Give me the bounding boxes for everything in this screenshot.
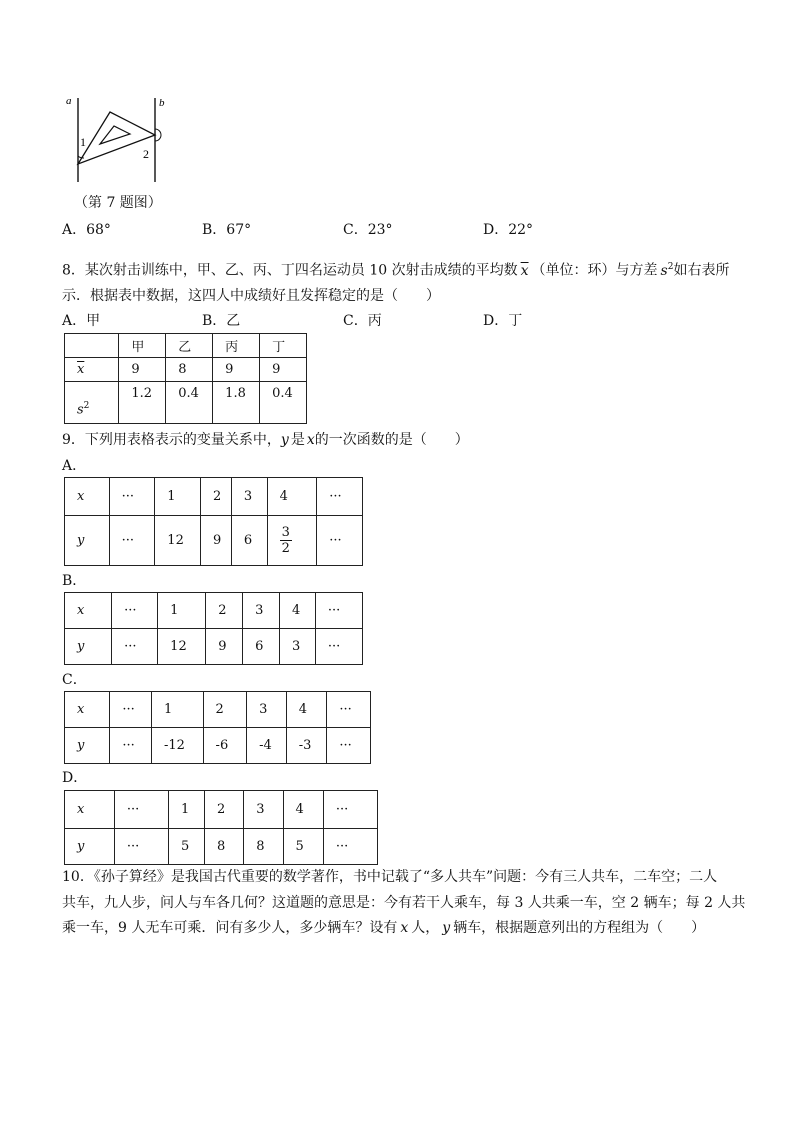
q8-option-d: D．丁 (483, 313, 523, 329)
question-7-figure (60, 92, 180, 192)
q10-stem-line3: 乘一车，9 人无车可乘．问有多少人，多少辆车？设有 x 人， y 辆车，根据题意列出的方程组为（ ） (62, 920, 706, 936)
q9-option-a-label: A． (62, 458, 87, 474)
q9-option-d-label: D． (62, 770, 88, 786)
q9-option-c-table: x ··· 1 2 3 4 ··· y ··· -12 -6 -4 -3 ··· (64, 691, 371, 764)
triangle-ruler-inner (100, 126, 130, 144)
q9-option-d-table: x ··· 1 2 3 4 ··· y ··· 5 8 8 5 ··· (64, 790, 378, 865)
q9-option-a-table: x ··· 1 2 3 4 ··· y ··· 12 9 6 $\frac{3}{2}$ ··· (64, 477, 363, 566)
q7-option-a: A．68° (62, 222, 111, 238)
q8-option-b: B．乙 (202, 313, 241, 329)
q8-option-a: A．甲 (62, 313, 101, 329)
xbar-symbol: $\overline{x}$ (520, 262, 529, 279)
label-2: 2 (143, 147, 149, 161)
figure-caption: （第 7 题图） (74, 195, 162, 211)
q8-stem-line1: 8．某次射击训练中，甲、乙、丙、丁四名运动员 10 次射击成绩的平均数 $\overline{x}$ （单位：环）与方差 $s^2$如右表所 (62, 262, 730, 279)
q7-option-b: B．67° (202, 222, 252, 238)
q9-option-c-label: C． (62, 672, 87, 688)
q9-option-b-table: x ··· 1 2 3 4 ··· y ··· 12 9 6 3 ··· (64, 592, 363, 665)
q8-option-c: C．丙 (343, 313, 382, 329)
q9-option-b-label: B． (62, 573, 87, 589)
label-a: a (66, 95, 72, 107)
q10-stem-line1: 10．《孙子算经》是我国古代重要的数学著作，书中记载了“多人共车”问题：今有三人共车，二车空；二人 (62, 869, 718, 885)
label-b: b (159, 97, 165, 109)
label-1: 1 (80, 135, 86, 149)
q7-option-c: C．23° (343, 222, 393, 238)
fraction-three-halves: $\frac{3}{2}$ (281, 525, 290, 556)
q7-option-d: D．22° (483, 222, 534, 238)
q8-stats-table: 甲 乙 丙 丁 $\overline{x}$ 9 8 9 9 $s^2$ 1.2 0.4 1.8 0.4 (64, 333, 307, 424)
q10-stem-line2: 共车，九人步，问人与车各几何？这道题的意思是：今有若干人乘车，每 3 人共乘一车，空 2 辆车；每 2 人共 (62, 895, 746, 911)
q8-stem-line2: 示．根据表中数据，这四人中成绩好且发挥稳定的是（ ） (62, 288, 440, 304)
q9-stem: 9．下列用表格表示的变量关系中，y 是 x的一次函数的是（ ） (62, 432, 469, 448)
